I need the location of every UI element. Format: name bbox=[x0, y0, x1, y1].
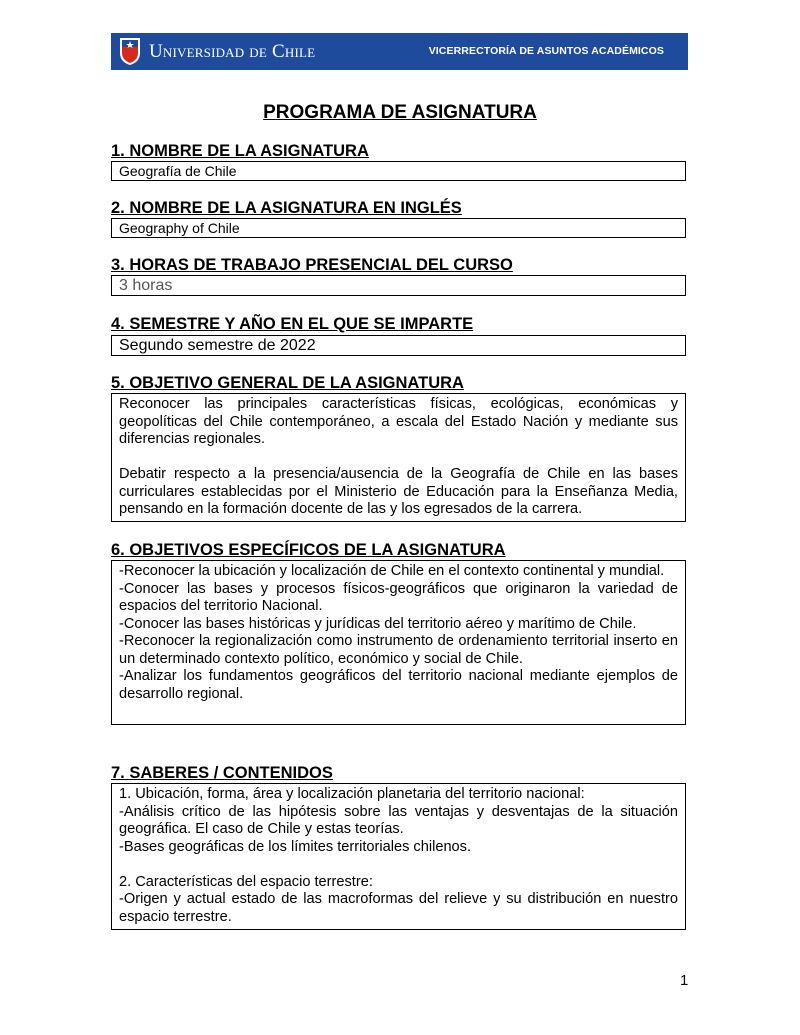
page-number: 1 bbox=[680, 972, 689, 989]
university-name: Universidad de Chile bbox=[149, 41, 316, 62]
section-1-heading: 1. NOMBRE DE LA ASIGNATURA bbox=[111, 142, 369, 160]
section-5-box bbox=[111, 393, 686, 522]
general-objective-paragraph: Debatir respecto a la presencia/ausencia de la Geografía de Chile en las bases curriculares establecidas por el Ministerio de Educación para la Enseñanza Media, pensando en la formación docente de las y los egresados de la carrera. bbox=[119, 466, 678, 517]
specific-objective-item: -Conocer las bases y procesos físicos-geográficos que originaron la variedad de espacios del territorio Nacional. bbox=[119, 580, 678, 614]
section-1-box bbox=[111, 161, 686, 181]
specific-objective-item: -Reconocer la ubicación y localización de Chile en el contexto continental y mundial. bbox=[119, 563, 665, 579]
section-3-heading: 3. HORAS DE TRABAJO PRESENCIAL DEL CURSO bbox=[111, 256, 513, 274]
specific-objective-item: -Analizar los fundamentos geográficos del territorio nacional mediante ejemplos de desarrollo regional. bbox=[119, 668, 678, 702]
section-6-heading: 6. OBJETIVOS ESPECÍFICOS DE LA ASIGNATURA bbox=[111, 541, 506, 559]
course-semester: Segundo semestre de 2022 bbox=[119, 337, 316, 354]
content-line: -Origen y actual estado de las macroformas del relieve y su distribución en nuestro espacio terrestre. bbox=[119, 891, 678, 925]
section-4-heading: 4. SEMESTRE Y AÑO EN EL QUE SE IMPARTE bbox=[111, 315, 474, 333]
specific-objective-item: -Conocer las bases históricas y jurídicas del territorio aéreo y marítimo de Chile. bbox=[119, 615, 637, 632]
general-objective-paragraph: Reconocer las principales características físicas, ecológicas, económicas y geopolíticas del Chile contemporáneo, a escala del Estado Nación y mediante sus diferencias regionales. bbox=[119, 396, 678, 447]
content-line: 1. Ubicación, forma, área y localización planetaria del territorio nacional: bbox=[119, 786, 585, 802]
section-2-heading: 2. NOMBRE DE LA ASIGNATURA EN INGLÉS bbox=[111, 199, 462, 217]
university-crest-icon bbox=[119, 37, 141, 66]
page-title: PROGRAMA DE ASIGNATURA bbox=[263, 102, 537, 123]
section-2-box bbox=[111, 218, 686, 238]
content-line: 2. Características del espacio terrestre: bbox=[119, 873, 373, 890]
section-5-heading: 5. OBJETIVO GENERAL DE LA ASIGNATURA bbox=[111, 374, 464, 392]
vicerrectoria-label: VICERRECTORÍA DE ASUNTOS ACADÉMICOS bbox=[428, 45, 664, 57]
section-6-box bbox=[111, 560, 686, 725]
course-name: Geografía de Chile bbox=[119, 163, 237, 179]
section-3-box bbox=[111, 275, 686, 296]
content-line: -Análisis crítico de las hipótesis sobre las ventajas y desventajas de la situación geográfica. El caso de Chile y estas teorías. bbox=[119, 803, 678, 837]
section-4-box bbox=[111, 335, 686, 356]
course-hours: 3 horas bbox=[119, 277, 173, 294]
section-7-box bbox=[111, 783, 686, 930]
header-banner bbox=[111, 33, 688, 70]
course-name-english: Geography of Chile bbox=[119, 220, 240, 236]
specific-objective-item: -Reconocer la regionalización como instrumento de ordenamiento territorial inserto en un determinado contexto político, económico y social de Chile. bbox=[119, 633, 678, 667]
content-line: -Bases geográficas de los límites territoriales chilenos. bbox=[119, 838, 472, 855]
section-7-heading: 7. SABERES / CONTENIDOS bbox=[111, 764, 333, 782]
